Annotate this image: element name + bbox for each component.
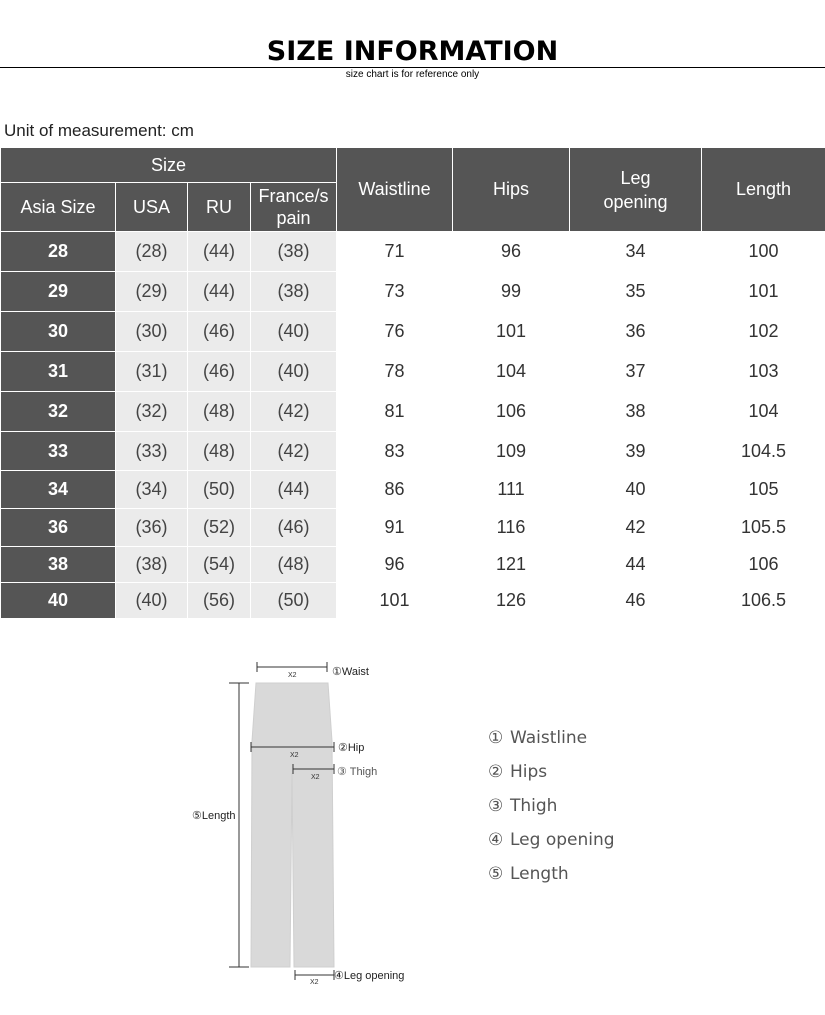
table-row xyxy=(1,583,825,619)
column-header-usa: USA xyxy=(116,183,188,232)
waist-measure xyxy=(257,662,327,672)
title-divider xyxy=(0,67,825,68)
table-cell: 42 xyxy=(570,509,702,547)
table-cell: 105.5 xyxy=(702,509,825,547)
table-cell: 78 xyxy=(337,352,453,392)
table-cell: 38 xyxy=(1,547,116,583)
table-cell: (46) xyxy=(188,352,251,392)
legend-number: ③ xyxy=(488,796,504,816)
thigh-x2-label: X2 xyxy=(311,774,320,781)
legend-label: Length xyxy=(510,864,569,884)
table-cell: 99 xyxy=(453,272,570,312)
hip-label: ②Hip xyxy=(338,742,365,754)
table-cell: (46) xyxy=(188,312,251,352)
table-cell: 106 xyxy=(702,547,825,583)
column-header-waistline: Waistline xyxy=(337,148,453,232)
pants-silhouette xyxy=(251,683,334,967)
table-cell: 28 xyxy=(1,232,116,272)
table-cell: (38) xyxy=(251,232,337,272)
table-cell: 86 xyxy=(337,471,453,509)
table-cell: (33) xyxy=(116,432,188,471)
table-cell: 103 xyxy=(702,352,825,392)
table-cell: (50) xyxy=(251,583,337,619)
table-cell: 104 xyxy=(453,352,570,392)
table-cell: 126 xyxy=(453,583,570,619)
column-header-ru: RU xyxy=(188,183,251,232)
table-cell: 46 xyxy=(570,583,702,619)
table-cell: (48) xyxy=(188,432,251,471)
table-cell: 96 xyxy=(337,547,453,583)
table-cell: (44) xyxy=(188,272,251,312)
legend-number: ① xyxy=(488,728,504,748)
page-title: SIZE INFORMATION xyxy=(266,36,559,67)
size-group-header: Size xyxy=(1,148,337,183)
table-cell: 44 xyxy=(570,547,702,583)
length-label: ⑤Length xyxy=(192,810,236,822)
column-header-hips: Hips xyxy=(453,148,570,232)
table-cell: 38 xyxy=(570,392,702,432)
table-cell: (48) xyxy=(188,392,251,432)
thigh-label: ③ Thigh xyxy=(337,766,378,778)
measurement-legend xyxy=(488,727,615,897)
table-cell: 100 xyxy=(702,232,825,272)
size-table xyxy=(0,147,825,619)
table-cell: 111 xyxy=(453,471,570,509)
table-row xyxy=(1,232,825,272)
legend-label: Waistline xyxy=(510,728,588,748)
table-cell: 83 xyxy=(337,432,453,471)
table-cell: (34) xyxy=(116,471,188,509)
table-cell: (40) xyxy=(251,312,337,352)
table-cell: (50) xyxy=(188,471,251,509)
table-header xyxy=(1,148,825,232)
table-cell: (46) xyxy=(251,509,337,547)
table-cell: (52) xyxy=(188,509,251,547)
pants-measurement-diagram xyxy=(180,655,440,995)
table-cell: 36 xyxy=(570,312,702,352)
table-cell: 40 xyxy=(570,471,702,509)
table-cell: 109 xyxy=(453,432,570,471)
legend-number: ④ xyxy=(488,830,504,850)
table-cell: (42) xyxy=(251,432,337,471)
table-cell: (54) xyxy=(188,547,251,583)
table-cell: (40) xyxy=(116,583,188,619)
table-cell: (48) xyxy=(251,547,337,583)
leg-opening-label: ④Leg opening xyxy=(334,970,405,982)
table-cell: (29) xyxy=(116,272,188,312)
table-cell: 33 xyxy=(1,432,116,471)
table-cell: (31) xyxy=(116,352,188,392)
table-cell: 104.5 xyxy=(702,432,825,471)
table-cell: 31 xyxy=(1,352,116,392)
table-cell: 73 xyxy=(337,272,453,312)
table-cell: 101 xyxy=(337,583,453,619)
page-subtitle: size chart is for reference only xyxy=(345,69,480,80)
table-row xyxy=(1,392,825,432)
table-cell: (36) xyxy=(116,509,188,547)
table-cell: (44) xyxy=(251,471,337,509)
table-cell: 39 xyxy=(570,432,702,471)
leg-opening-x2-label: X2 xyxy=(310,979,319,986)
table-row xyxy=(1,272,825,312)
table-cell: (28) xyxy=(116,232,188,272)
legend-item-length xyxy=(488,863,615,897)
table-row xyxy=(1,547,825,583)
legend-item-thigh xyxy=(488,795,615,829)
table-cell: 121 xyxy=(453,547,570,583)
table-body xyxy=(1,232,825,619)
legend-item-waistline xyxy=(488,727,615,761)
legend-label: Leg opening xyxy=(510,830,615,850)
legend-label: Thigh xyxy=(510,796,558,816)
column-header-france-spain xyxy=(251,183,337,232)
table-cell: 91 xyxy=(337,509,453,547)
waist-label: ①Waist xyxy=(332,666,369,678)
table-cell: (40) xyxy=(251,352,337,392)
table-cell: 37 xyxy=(570,352,702,392)
table-cell: 71 xyxy=(337,232,453,272)
table-cell: 104 xyxy=(702,392,825,432)
unit-of-measurement: Unit of measurement: cm xyxy=(4,121,194,140)
column-header-leg-opening xyxy=(570,148,702,232)
legend-label: Hips xyxy=(510,762,548,782)
table-row xyxy=(1,352,825,392)
table-cell: (38) xyxy=(116,547,188,583)
leg-opening-header-text: Leg opening xyxy=(603,167,668,212)
table-cell: (56) xyxy=(188,583,251,619)
legend-number: ⑤ xyxy=(488,864,504,884)
france-spain-header-text: France/s pain xyxy=(258,186,329,228)
table-cell: 40 xyxy=(1,583,116,619)
hip-x2-label: X2 xyxy=(290,752,299,759)
table-row xyxy=(1,312,825,352)
legend-item-hips xyxy=(488,761,615,795)
table-cell: 29 xyxy=(1,272,116,312)
table-cell: (30) xyxy=(116,312,188,352)
table-cell: (44) xyxy=(188,232,251,272)
table-cell: 81 xyxy=(337,392,453,432)
table-cell: 96 xyxy=(453,232,570,272)
table-row xyxy=(1,509,825,547)
table-cell: 105 xyxy=(702,471,825,509)
table-cell: 34 xyxy=(1,471,116,509)
waist-x2-label: X2 xyxy=(288,672,297,679)
table-row xyxy=(1,471,825,509)
table-cell: 36 xyxy=(1,509,116,547)
length-measure xyxy=(229,683,249,967)
legend-item-leg-opening xyxy=(488,829,615,863)
table-row xyxy=(1,432,825,471)
legend-number: ② xyxy=(488,762,504,782)
table-cell: 116 xyxy=(453,509,570,547)
table-cell: 101 xyxy=(453,312,570,352)
column-header-asia-size: Asia Size xyxy=(1,183,116,232)
table-cell: 106.5 xyxy=(702,583,825,619)
table-cell: (42) xyxy=(251,392,337,432)
table-cell: 106 xyxy=(453,392,570,432)
table-cell: (38) xyxy=(251,272,337,312)
table-cell: 101 xyxy=(702,272,825,312)
table-cell: 76 xyxy=(337,312,453,352)
table-cell: (32) xyxy=(116,392,188,432)
table-cell: 32 xyxy=(1,392,116,432)
table-cell: 30 xyxy=(1,312,116,352)
table-cell: 34 xyxy=(570,232,702,272)
column-header-length: Length xyxy=(702,148,825,232)
table-cell: 102 xyxy=(702,312,825,352)
table-cell: 35 xyxy=(570,272,702,312)
